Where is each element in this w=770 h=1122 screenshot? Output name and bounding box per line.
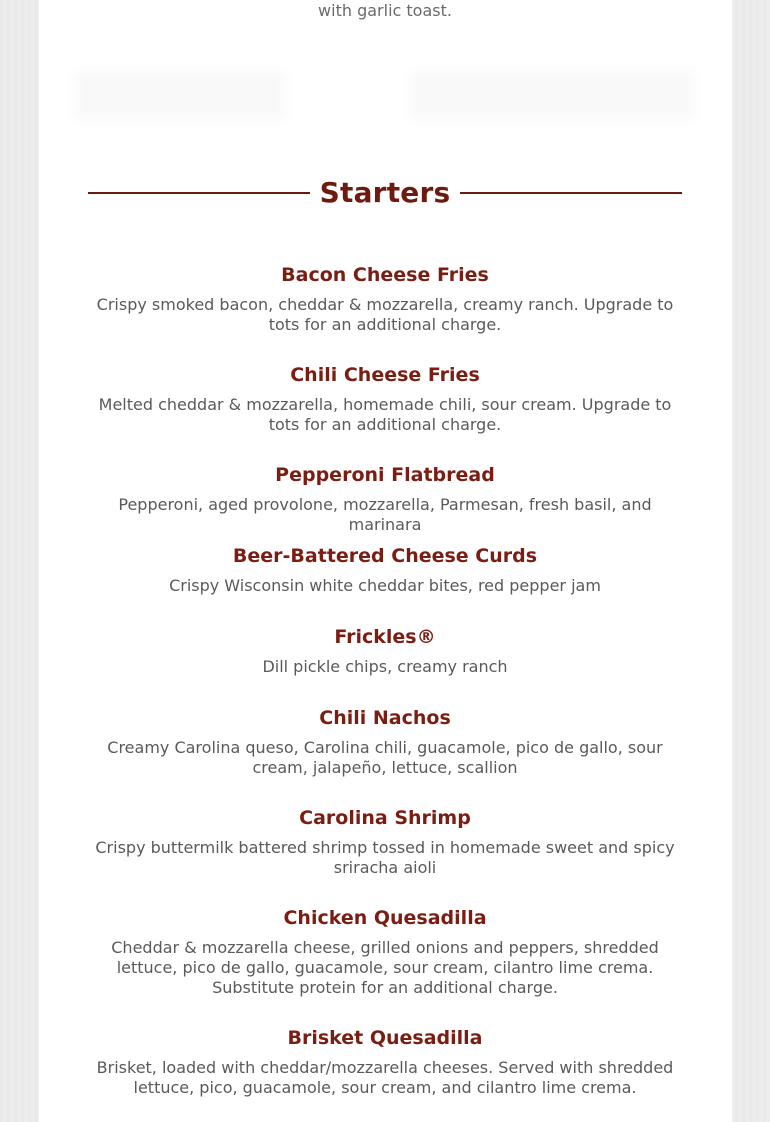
- menu-item: [88, 705, 682, 805]
- section-rule-left: [88, 192, 310, 194]
- menu-item-description: Melted cheddar & mozzarella, homemade chili, sour cream. Upgrade to tots for an additional charge.: [98, 395, 672, 434]
- menu-item-name: Brisket Quesadilla: [287, 1027, 483, 1049]
- menu-item-description: Crispy smoked bacon, cheddar & mozzarella, creamy ranch. Upgrade to tots for an additional charge.: [96, 295, 674, 334]
- menu-item-description: Pepperoni, aged provolone, mozzarella, Parmesan, fresh basil, and marinara: [118, 495, 652, 534]
- section-rule-right: [460, 192, 682, 194]
- menu-item: [88, 624, 682, 705]
- menu-item: [88, 462, 682, 543]
- menu-item-name: Chili Nachos: [319, 707, 451, 729]
- menu-item-name: Beer-Battered Cheese Curds: [232, 545, 538, 567]
- menu-item-name: Bacon Cheese Fries: [281, 264, 489, 286]
- section-header: [88, 172, 682, 214]
- previous-item-description-line2: with garlic toast.: [318, 1, 452, 20]
- background-smudge: [75, 70, 285, 120]
- background-smudge: [410, 70, 695, 120]
- menu-item-description: Cheddar & mozzarella cheese, grilled onions and peppers, shredded lettuce, pico de gallo, guacamole, sour cream, cilantro lime crema. Substitute protein for an additional charge.: [111, 938, 659, 997]
- menu-item: [88, 543, 682, 624]
- menu-item: [88, 805, 682, 905]
- menu-item-description: Dill pickle chips, creamy ranch: [262, 657, 508, 676]
- section-title: Starters: [319, 176, 451, 209]
- menu-item-description: Creamy Carolina queso, Carolina chili, guacamole, pico de gallo, sour cream, jalapeño, lettuce, scallion: [107, 738, 663, 777]
- menu-item: [88, 1025, 682, 1122]
- menu-item-name: Chili Cheese Fries: [290, 364, 480, 386]
- menu-item-description: Crispy buttermilk battered shrimp tossed in homemade sweet and spicy sriracha aioli: [95, 838, 675, 877]
- menu-item: [88, 905, 682, 1025]
- menu-item-name: Carolina Shrimp: [299, 807, 471, 829]
- menu-item: [88, 362, 682, 462]
- previous-item-description: [70, 0, 700, 21]
- menu-item-name: Pepperoni Flatbread: [275, 464, 495, 486]
- menu-item-name: Frickles®: [334, 626, 436, 648]
- menu-item-list: [88, 262, 682, 1122]
- menu-item-description: Brisket, loaded with cheddar/mozzarella cheeses. Served with shredded lettuce, pico, guacamole, sour cream, and cilantro lime crema.: [96, 1058, 674, 1097]
- menu-item-description: Crispy Wisconsin white cheddar bites, red pepper jam: [169, 576, 601, 595]
- menu-item: [88, 262, 682, 362]
- menu-item-name: Chicken Quesadilla: [283, 907, 487, 929]
